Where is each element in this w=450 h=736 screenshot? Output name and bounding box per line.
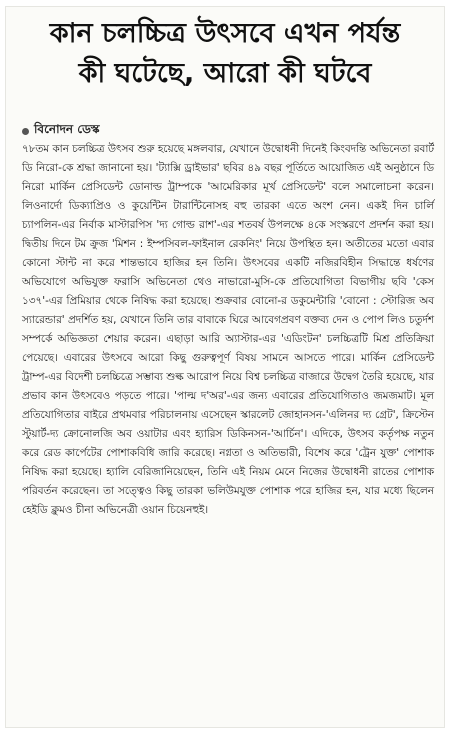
bullet-icon <box>22 128 29 135</box>
byline-text: বিনোদন ডেস্ক <box>34 122 100 136</box>
headline-line-2: কী ঘটেছে, আরো কী ঘটবে <box>78 58 372 89</box>
headline-line-1: কান চলচ্চিত্র উৎসবে এখন পর্যন্ত <box>49 18 401 49</box>
byline <box>22 121 100 141</box>
headline <box>8 14 442 94</box>
article-body: ৭৮তম কান চলচ্চিত্র উৎসব শুরু হয়েছে মঙ্গলবার, যেখানে উদ্বোধনী দিনেই কিংবদন্তি অভিনেতা রবার্ট ডি নিরো-কে শ্রদ্ধা জানানো হয়। 'ট্যাক্সি ড্রাইভার' ছবির ৪৯ বছর পূর্তিতে আয়োজিত এই অনুষ্ঠানে ডি নিরো মার্কিন প্রেসিডেন্ট ডোনাল্ড ট্রাম্পকে 'আমেরিকার মূর্খ প্রেসিডেন্ট' বলে সমালোচনা করেন। লিওনার্দো ডিক্যাপ্রিও ও কুয়েন্টিন টারান্টিনোসহ বহু তারকা এতে অংশ নেন। একই দিন চার্লি চ্যাপলিন-এর নির্বাক মাস্টারপিস 'দ্য গোল্ড রাশ'-এর শতবর্ষ উপলক্ষে ৪কে সংস্করণে প্রদর্শন করা হয়। দ্বিতীয় দিনে টম ক্রুজ 'মিশন : ইম্পসিবল-ফাইনাল রেকনিং' নিয়ে উপস্থিত হন। অতীতের মতো এবার কোনো স্টান্ট না করে শান্তভাবে হাজির হন তিনি। উৎসবের একটি নজিরবিহীন সিদ্ধান্তে ধর্ষণের অভিযোগে অভিযুক্ত ফরাসি অভিনেতা থেও নাভারো-মুসি-কে প্রতিযোগিতা বিভাগীয় ছবি 'কেস ১৩৭'-এর প্রিমিয়ার থেকে নিষিদ্ধ করা হয়েছে। শুক্রবার বোনো-র ডকুমেন্টারি 'বোনো : স্টোরিজ অব স্যারেন্ডার' প্রদর্শিত হয়, যেখানে তিনি তার বাবাকে ঘিরে আবেগপ্রবণ বক্তব্য দেন ও পোপ লিও চতুর্দশ সম্পর্কে অভিজ্ঞতা শেয়ার করেন। এছাড়া আরি অ্যাস্টার-এর 'এডিংটন' চলচ্চিত্রটি মিশ্র প্রতিক্রিয়া পেয়েছে। এবারের উৎসবে আরো কিছু গুরুত্বপূর্ণ বিষয় সামনে আসতে পারে। মার্কিন প্রেসিডেন্ট ট্রাম্প-এর বিদেশী চলচ্চিত্রে সম্ভাব্য শুল্ক আরোপ নিয়ে বিশ্ব চলচ্চিত্র বাজারে উদ্বেগ তৈরি হয়েছে, যার প্রভাব কান উৎসবেও পড়তে পারে। 'পাল্ম দ'অর'-এর জন্য এবারের প্রতিযোগিতাও জমজমাট। মূল প্রতিযোগিতার বাইরে প্রথমবার পরিচালনায় এসেছেন স্কারলেট জোহানসন-'এলিনর দ্য গ্রেট', ক্রিস্টেন স্টুয়ার্ট-দ্য ক্রোনোলজি অব ওয়াটার এবং হ্যারিস ডিকিনসন-'আর্চিন'। এদিকে, উৎসব কর্তৃপক্ষ নতুন করে রেড কার্পেটের পোশাকবিধি জারি করেছে। নগ্নতা ও অতিভারী, বিশেষ করে 'ট্রেন যুক্ত' পোশাক নিষিদ্ধ করা হয়েছে। হ্যালি বেরিজানিয়েছেন, তিনি এই নিয়ম মেনে নিজের উদ্বোধনী রাতের পোশাক পরিবর্তন করেছেন। তা সত্ত্বেও কিছু তারকা ভলিউমযুক্ত পোশাক পরে হাজির হন, যার মধ্যে ছিলেন হেইডি ক্লুমও চীনা অভিনেত্রী ওয়ান চিয়েনহুই। <box>22 143 434 516</box>
